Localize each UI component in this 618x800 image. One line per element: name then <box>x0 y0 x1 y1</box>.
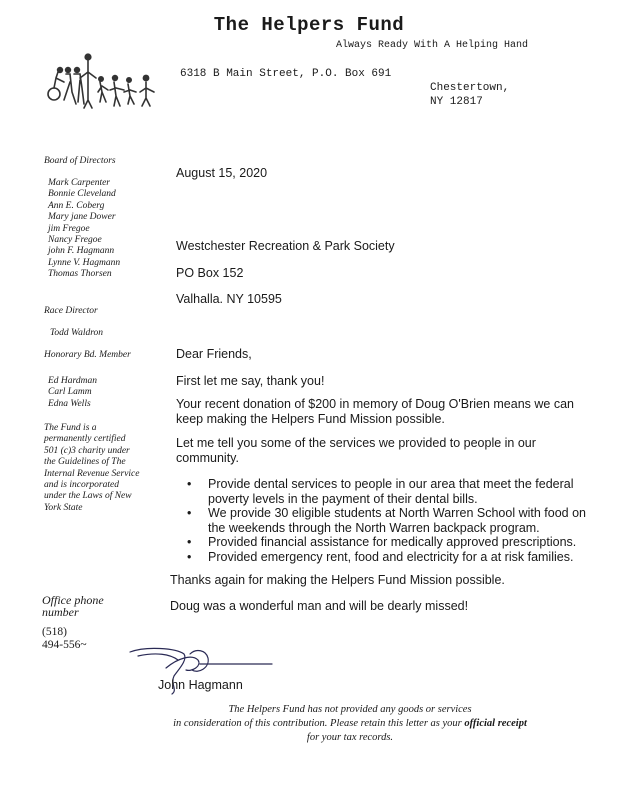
list-item: • Provided emergency rent, food and electricity for a at risk families. <box>187 549 574 564</box>
bullet-icon: • <box>187 477 192 491</box>
board-member: Thomas Thorsen <box>48 269 112 280</box>
receipt-footer <box>150 703 550 745</box>
helping-hands-logo <box>44 52 166 110</box>
board-member: Mark Carpenter <box>48 178 111 188</box>
letterhead-tagline: Always Ready With A Helping Hand <box>336 40 529 51</box>
recipient-po-box: PO Box 152 <box>176 266 244 280</box>
board-member: Lynne V. Hagmann <box>48 257 121 268</box>
paragraph-donation: Your recent donation of $200 in memory of Doug O'Brien means we can keep making the Helpers Fund Mission possible. <box>176 397 574 426</box>
honorary-heading: Honorary Bd. Member <box>44 350 131 360</box>
honorary-members-list <box>48 376 97 410</box>
bullet-icon: • <box>187 535 192 549</box>
letterhead-city: Chestertown, <box>430 82 510 94</box>
board-member: Ann E. Coberg <box>48 200 105 211</box>
office-phone-label: Office phone number <box>42 593 104 619</box>
list-item: • Provide dental services to people in our area that meet the federal poverty levels in the payment of their dental bills. <box>187 477 574 506</box>
salutation: Dear Friends, <box>176 347 252 361</box>
paragraph-services-intro: Let me tell you some of the services we provided to people in our community. <box>176 436 536 465</box>
services-list <box>178 477 588 564</box>
charity-status-note: The Fund is a permanently certified 501 (c)3 charity under the Guidelines of The Internal Revenue Service and is incorporated under the Laws of New York State <box>44 423 140 513</box>
list-item: • We provide 30 eligible students at North Warren School with food on the weekends through the North Warren backpack program. <box>187 506 586 535</box>
official-receipt-label: official receipt <box>464 718 527 729</box>
race-director-name: Todd Waldron <box>50 328 104 338</box>
paragraph-closing: Doug was a wonderful man and will be dearly missed! <box>170 599 469 613</box>
footer-line-3: for your tax records. <box>306 732 394 743</box>
footer-line-2: in consideration of this contribution. Please retain this letter as your official receipt <box>173 718 527 729</box>
letterhead-state-zip: NY 12817 <box>430 96 483 108</box>
phone-digits: 494-556~ <box>42 639 87 651</box>
paragraph-thank-you: First let me say, thank you! <box>176 374 325 388</box>
board-member: jim Fregoe <box>48 223 90 234</box>
footer-line-1: The Helpers Fund has not provided any goods or services <box>228 704 472 715</box>
honorary-member: Carl Lamm <box>48 387 92 398</box>
recipient-organization: Westchester Recreation & Park Society <box>176 239 395 253</box>
board-members-list <box>44 178 120 281</box>
board-member: Mary jane Dower <box>48 212 116 223</box>
list-item: • Provided financial assistance for medically approved prescriptions. <box>187 535 577 549</box>
office-phone-number <box>42 626 122 652</box>
board-member: Bonnie Cleveland <box>48 189 116 200</box>
bullet-icon: • <box>187 549 192 564</box>
honorary-member: Ed Hardman <box>48 376 97 386</box>
board-heading: Board of Directors <box>44 156 116 166</box>
board-member: Nancy Fregoe <box>48 235 102 246</box>
honorary-member: Edna Wells <box>48 398 91 409</box>
bullet-icon: • <box>187 506 192 520</box>
letter-date: August 15, 2020 <box>176 166 268 180</box>
letterhead-title: The Helpers Fund <box>213 14 405 36</box>
paragraph-thanks: Thanks again for making the Helpers Fund Mission possible. <box>170 573 505 587</box>
board-member: john F. Hagmann <box>48 246 115 257</box>
letterhead-street: 6318 B Main Street, P.O. Box 691 <box>180 68 392 80</box>
recipient-city: Valhalla. NY 10595 <box>176 292 282 306</box>
race-director-heading: Race Director <box>44 306 98 316</box>
signer-name: John Hagmann <box>158 678 243 692</box>
phone-area-code: (518) <box>42 626 67 638</box>
